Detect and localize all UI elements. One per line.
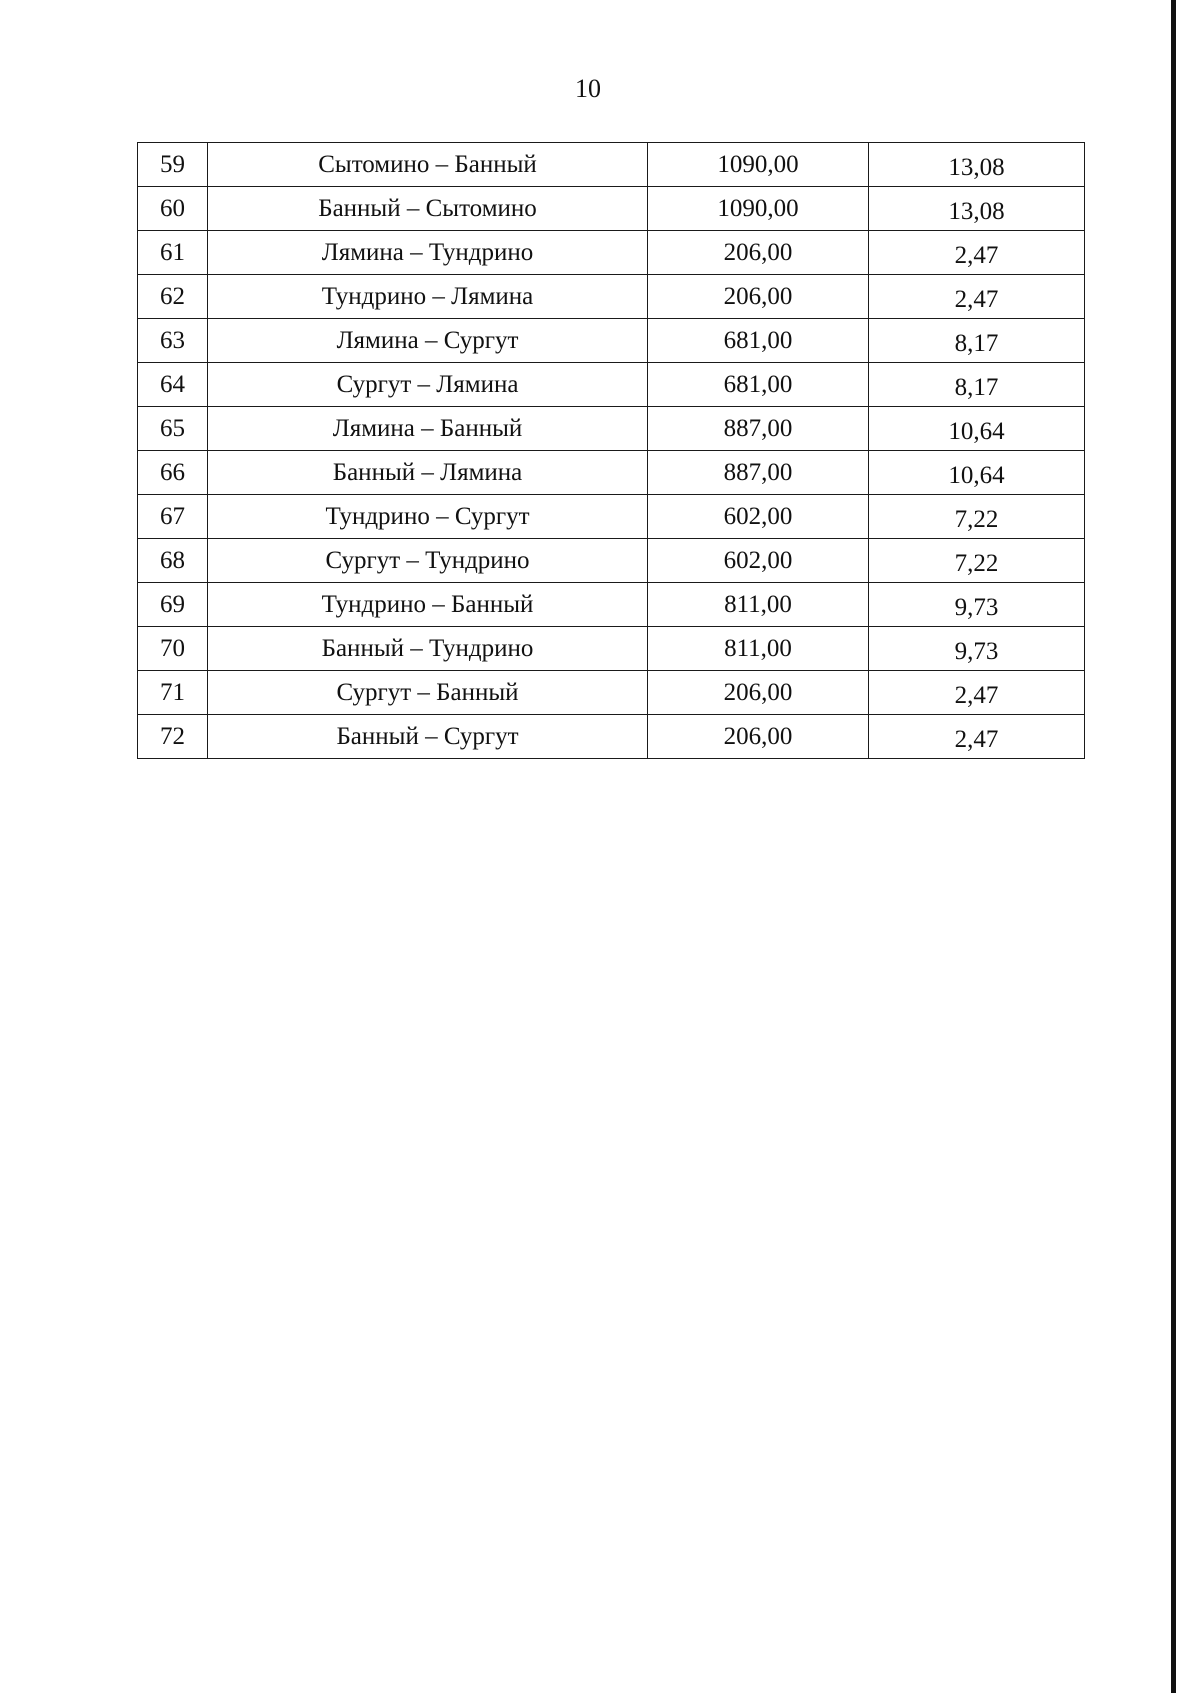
fare-cell: 9,73: [869, 627, 1085, 671]
table-row: [138, 363, 1085, 407]
row-number-cell: 60: [138, 187, 208, 231]
table-row: [138, 715, 1085, 759]
route-cell: Лямина – Банный: [208, 407, 648, 451]
table-row: [138, 671, 1085, 715]
distance-cell: 602,00: [648, 539, 869, 583]
table-row: [138, 143, 1085, 187]
distance-cell: 811,00: [648, 627, 869, 671]
distance-cell: 887,00: [648, 407, 869, 451]
table-row: [138, 407, 1085, 451]
row-number-cell: 61: [138, 231, 208, 275]
row-number-cell: 63: [138, 319, 208, 363]
distance-cell: 602,00: [648, 495, 869, 539]
route-cell: Лямина – Тундрино: [208, 231, 648, 275]
distance-cell: 206,00: [648, 275, 869, 319]
fare-cell: 9,73: [869, 583, 1085, 627]
distance-cell: 811,00: [648, 583, 869, 627]
fare-cell: 2,47: [869, 231, 1085, 275]
fare-cell: 8,17: [869, 319, 1085, 363]
fare-cell: 2,47: [869, 715, 1085, 759]
table-row: [138, 451, 1085, 495]
route-cell: Тундрино – Сургут: [208, 495, 648, 539]
route-cell: Тундрино – Лямина: [208, 275, 648, 319]
fare-cell: 2,47: [869, 671, 1085, 715]
distance-cell: 887,00: [648, 451, 869, 495]
distance-cell: 1090,00: [648, 187, 869, 231]
table-row: [138, 539, 1085, 583]
row-number-cell: 59: [138, 143, 208, 187]
fare-cell: 10,64: [869, 407, 1085, 451]
row-number-cell: 65: [138, 407, 208, 451]
table-row: [138, 583, 1085, 627]
table-row: [138, 627, 1085, 671]
route-cell: Сургут – Банный: [208, 671, 648, 715]
route-table: [137, 142, 1085, 759]
distance-cell: 206,00: [648, 231, 869, 275]
fare-cell: 7,22: [869, 495, 1085, 539]
row-number-cell: 66: [138, 451, 208, 495]
distance-cell: 681,00: [648, 319, 869, 363]
distance-cell: 206,00: [648, 715, 869, 759]
route-cell: Тундрино – Банный: [208, 583, 648, 627]
table-row: [138, 275, 1085, 319]
fare-cell: 7,22: [869, 539, 1085, 583]
fare-cell: 2,47: [869, 275, 1085, 319]
route-cell: Банный – Тундрино: [208, 627, 648, 671]
row-number-cell: 62: [138, 275, 208, 319]
row-number-cell: 68: [138, 539, 208, 583]
row-number-cell: 70: [138, 627, 208, 671]
fare-cell: 8,17: [869, 363, 1085, 407]
row-number-cell: 67: [138, 495, 208, 539]
table-row: [138, 319, 1085, 363]
distance-cell: 1090,00: [648, 143, 869, 187]
distance-cell: 681,00: [648, 363, 869, 407]
fare-cell: 13,08: [869, 143, 1085, 187]
fare-cell: 13,08: [869, 187, 1085, 231]
route-cell: Сургут – Тундрино: [208, 539, 648, 583]
table-row: [138, 495, 1085, 539]
fare-cell: 10,64: [869, 451, 1085, 495]
route-cell: Сытомино – Банный: [208, 143, 648, 187]
row-number-cell: 64: [138, 363, 208, 407]
row-number-cell: 72: [138, 715, 208, 759]
route-cell: Сургут – Лямина: [208, 363, 648, 407]
row-number-cell: 71: [138, 671, 208, 715]
route-cell: Банный – Сытомино: [208, 187, 648, 231]
table-row: [138, 231, 1085, 275]
scan-binding-edge: [1171, 0, 1176, 1693]
page-number: 10: [575, 74, 601, 103]
route-cell: Банный – Сургут: [208, 715, 648, 759]
route-cell: Лямина – Сургут: [208, 319, 648, 363]
route-cell: Банный – Лямина: [208, 451, 648, 495]
row-number-cell: 69: [138, 583, 208, 627]
route-table-body: [138, 143, 1085, 759]
distance-cell: 206,00: [648, 671, 869, 715]
table-row: [138, 187, 1085, 231]
